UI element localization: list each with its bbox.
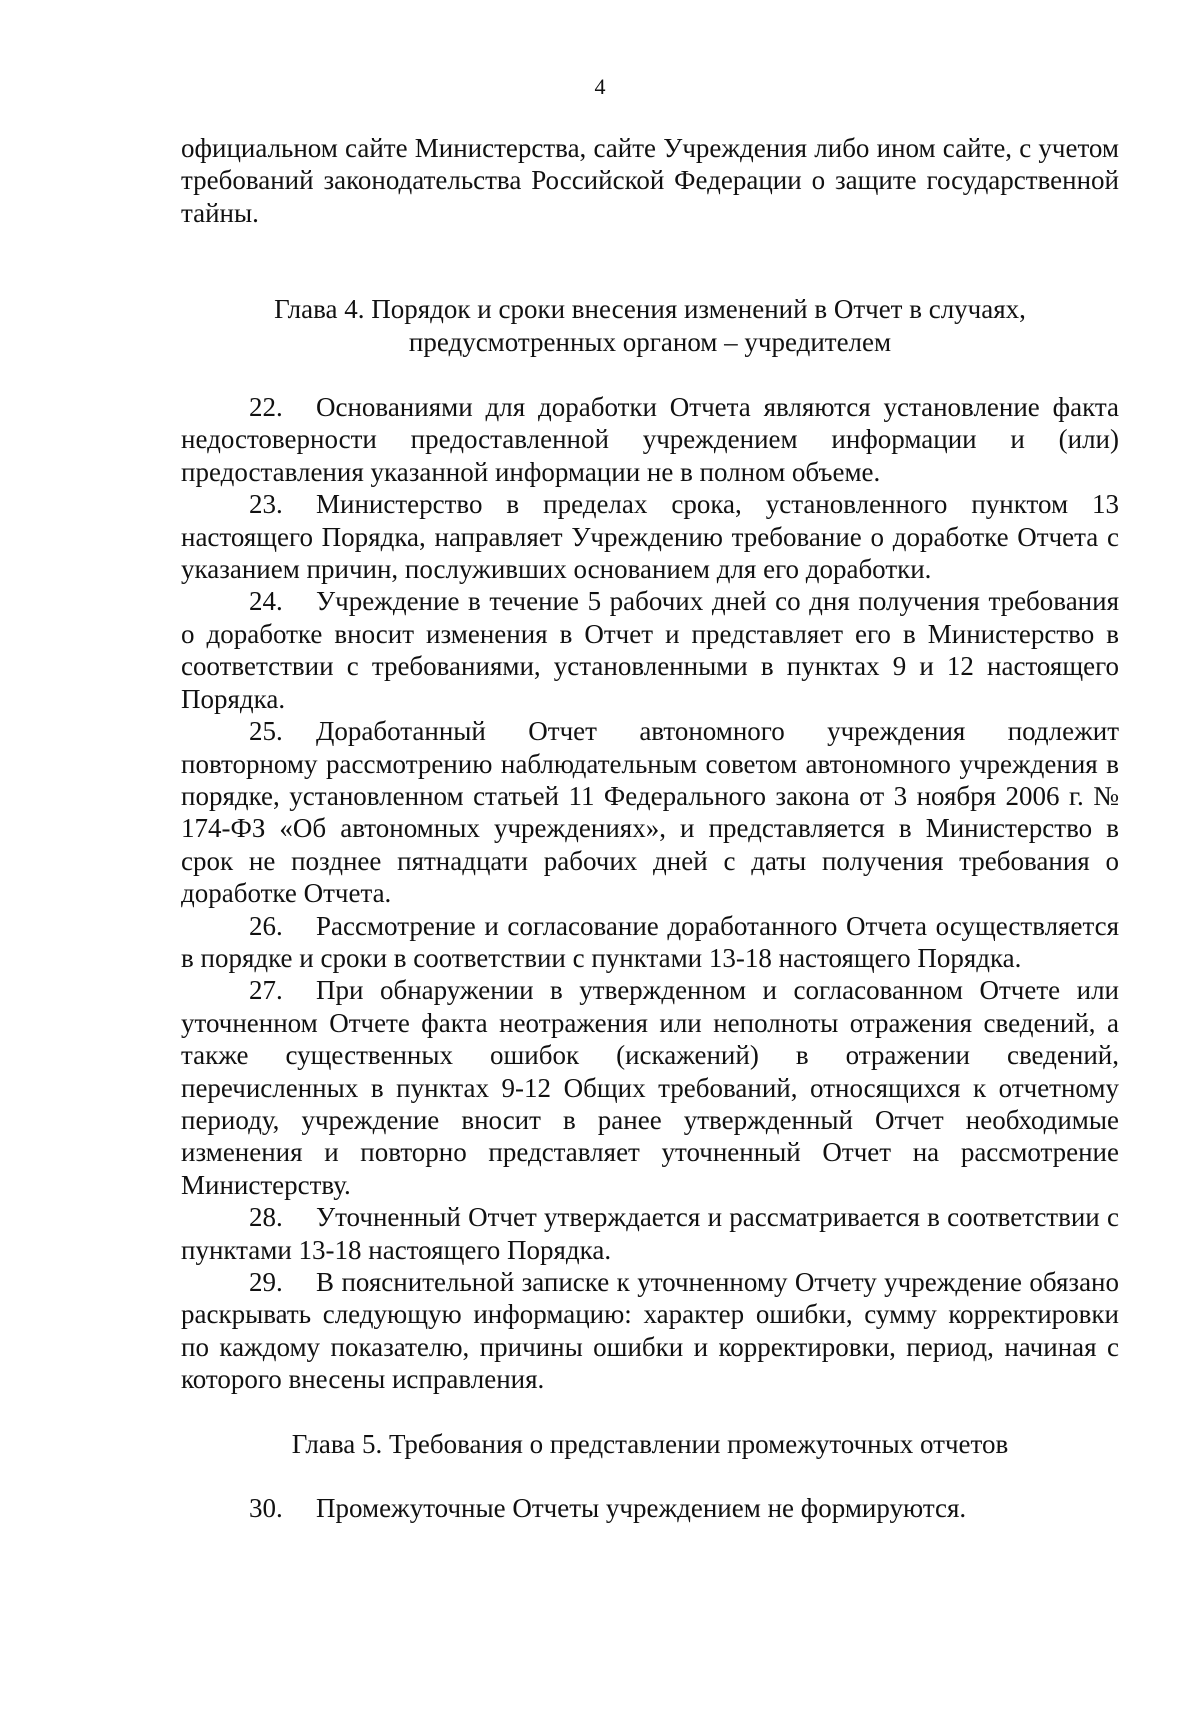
document-body <box>181 132 1119 1524</box>
paragraph-30 <box>181 1492 1119 1524</box>
paragraph-text: При обнаружении в утвержденном и согласованном Отчете или уточненном Отчете факта неотражения или неполноты отражения сведений, а также существенных ошибок (искажений) в отражении сведений, перечисленных в пунктах 9-12 Общих требований, относящихся к отчетному периоду, учреждение вносит в ранее утвержденный Отчет необходимые изменения и повторно представляет уточненный Отчет на рассмотрение Министерству. <box>181 975 1119 1200</box>
intro-paragraph: официальном сайте Министерства, сайте Учреждения либо ином сайте, с учетом требований законодательства Российской Федерации о защите государственной тайны. <box>181 133 1119 228</box>
paragraph-number: 22. <box>249 392 283 423</box>
paragraph-number: 29. <box>249 1267 283 1297</box>
paragraph-text: Промежуточные Отчеты учреждением не формируются. <box>316 1493 967 1524</box>
chapter-5-heading-line: Глава 5. Требования о представлении промежуточных отчетов <box>291 1428 1009 1459</box>
paragraph-23 <box>181 488 1119 585</box>
chapter-4-heading-line-1: Глава 4. Порядок и сроки внесения изменений в Отчет в случаях, <box>274 294 1026 325</box>
chapter-5-heading <box>181 1428 1119 1460</box>
paragraph-text: Уточненный Отчет утверждается и рассматривается в соответствии с пунктами 13-18 настоящего Порядка. <box>181 1202 1119 1265</box>
paragraph-text: Учреждение в течение 5 рабочих дней со дня получения требования о доработке вносит изменения в Отчет и представляет его в Министерство в соответствии с требованиями, установленными в пунктах 9 и 12 настоящего Порядка. <box>181 586 1119 714</box>
paragraph-27 <box>181 974 1119 1201</box>
paragraph-28 <box>181 1201 1119 1266</box>
page-number: 4 <box>594 74 606 99</box>
paragraph-22 <box>181 391 1119 488</box>
paragraph-number: 23. <box>249 489 283 520</box>
chapter-4-heading-line-2: предусмотренных органом – учредителем <box>408 326 892 357</box>
paragraph-text: Рассмотрение и согласование доработанного Отчета осуществляется в порядке и сроки в соответствии с пунктами 13-18 настоящего Порядка. <box>181 910 1119 973</box>
paragraph-number: 25. <box>249 716 283 747</box>
paragraph-number: 27. <box>249 975 283 1006</box>
paragraph-29 <box>181 1266 1119 1396</box>
paragraph-number: 28. <box>249 1202 283 1233</box>
paragraph-number: 24. <box>249 586 283 617</box>
paragraph-text: Министерство в пределах срока, установленного пунктом 13 настоящего Порядка, направляет Учреждению требование о доработке Отчета с указанием причин, послуживших основанием для его доработки. <box>181 489 1119 585</box>
paragraph-number: 26. <box>249 910 283 941</box>
paragraph-text: В пояснительной записке к уточненному Отчету учреждение обязано раскрывать следующую информацию: характер ошибки, сумму корректировки по каждому показателю, причины ошибки и корректировки, период, начиная с которого внесены исправления. <box>181 1267 1119 1395</box>
paragraph-24 <box>181 585 1119 715</box>
paragraph-26 <box>181 910 1119 975</box>
paragraph-text: Доработанный Отчет автономного учреждения подлежит повторному рассмотрению наблюдательным советом автономного учреждения в порядке, установленном статьей 11 Федерального закона от 3 ноября 2006 г. № 174-ФЗ «Об автономных учреждениях», и представляется в Министерство в срок не позднее пятнадцати рабочих дней с даты получения требования о доработке Отчета. <box>181 716 1119 909</box>
paragraph-text: Основаниями для доработки Отчета являются установление факта недостоверности предоставленной учреждением информации и (или) предоставления указанной информации не в полном объеме. <box>181 392 1119 487</box>
paragraph-number: 30. <box>249 1493 283 1524</box>
chapter-4-heading <box>181 293 1119 358</box>
paragraph-25 <box>181 715 1119 909</box>
